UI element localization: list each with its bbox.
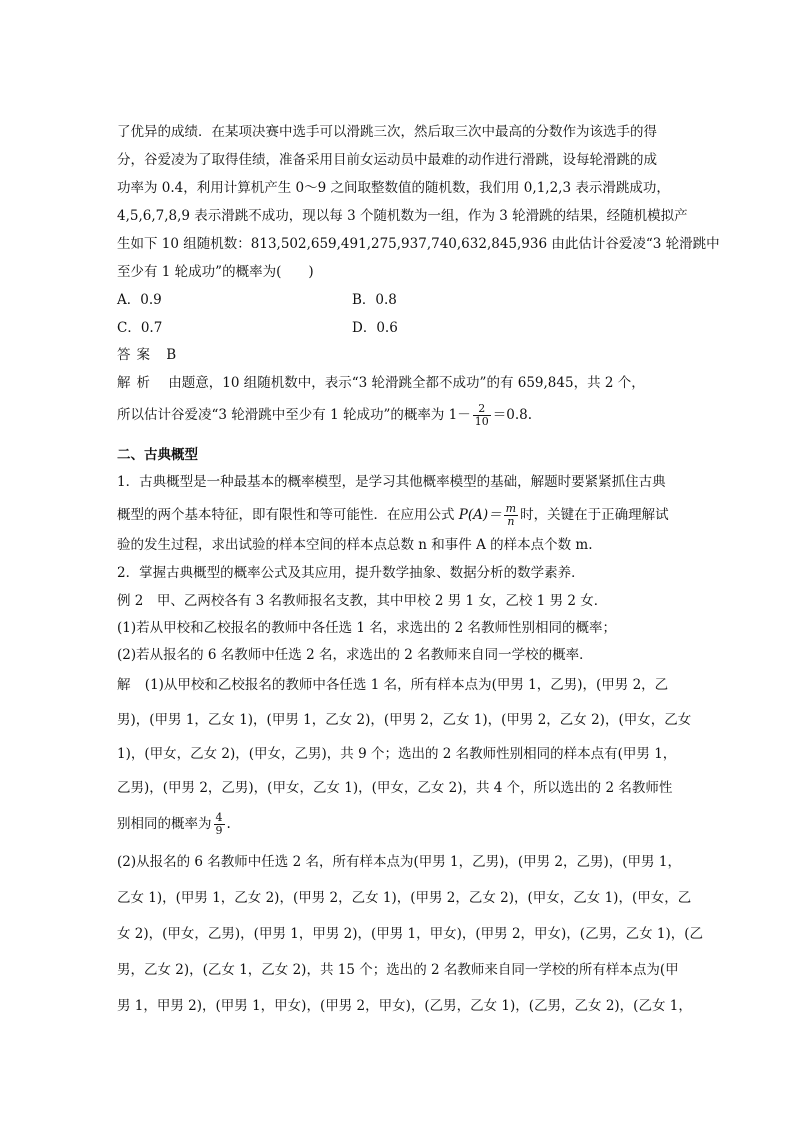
formula: P(A)＝ xyxy=(458,507,502,523)
answer-value: B xyxy=(166,347,177,363)
fraction-numerator: m xyxy=(505,502,517,515)
fraction xyxy=(504,503,518,528)
paragraph-line: 至少有 1 轮成功”的概率为( ) xyxy=(117,264,314,280)
solution-line: 男 1，甲男 2)，(甲男 1，甲女)，(甲男 2，甲女)，(乙男，乙女 1)，(乙男，乙女 2)，(乙女 1， xyxy=(117,998,692,1014)
solution-line: 乙男)，(甲男 2，乙男)，(甲女，乙女 1)，(甲女，乙女 2)，共 4 个，所以选出的 2 名教师性 xyxy=(117,780,673,796)
analysis-text: ＝0.8. xyxy=(492,407,533,423)
example-question-1: (1)若从甲校和乙校报名的教师中各任选 1 名，求选出的 2 名教师性别相同的概率； xyxy=(117,620,616,636)
option-b: B．0.8 xyxy=(352,292,397,308)
analysis-text: 所以估计谷爱凌“3 轮滑跳中至少有 1 轮成功”的概率为 1－ xyxy=(117,407,471,423)
solution-text: 别相同的概率为 xyxy=(117,816,212,832)
solution-label: 解 xyxy=(117,677,131,693)
example-question-2: (2)若从报名的 6 名教师中任选 2 名，求选出的 2 名教师来自同一学校的概率． xyxy=(117,647,593,663)
analysis-line-2 xyxy=(117,403,532,428)
fraction-denominator: 10 xyxy=(474,415,489,428)
solution-line: 男，乙女 2)，(乙女 1，乙女 2)，共 15 个；选出的 2 名教师来自同一学校的所有样本点为(甲 xyxy=(117,962,679,978)
option-d: D．0.6 xyxy=(352,320,398,336)
solution-line xyxy=(117,675,668,695)
option-a: A．0.9 xyxy=(117,292,162,308)
point1-text: 概型的两个基本特征，即有限性和等可能性．在应用公式 xyxy=(117,507,459,523)
paragraph-line: 了优异的成绩．在某项决赛中选手可以滑跳三次，然后取三次中最高的分数作为该选手的得 xyxy=(117,124,657,140)
solution-line: 1)，(甲女，乙女 2)，(甲女，乙男)，共 9 个；选出的 2 名教师性别相同的样本点有(甲男 1， xyxy=(117,746,677,762)
fraction xyxy=(214,812,225,837)
fraction-denominator: 9 xyxy=(215,824,223,837)
solution-line: 男)，(甲男 1，乙女 1)，(甲男 1，乙女 2)，(甲男 2，乙女 1)，(甲男 2，乙女 2)，(甲女，乙女 xyxy=(117,712,692,728)
fraction xyxy=(473,403,491,428)
solution-line: 乙女 1)，(甲男 1，乙女 2)，(甲男 2，乙女 1)，(甲男 2，乙女 2)，(甲女，乙女 1)，(甲女，乙 xyxy=(117,890,692,906)
point2-line: 2．掌握古典概型的概率公式及其应用，提升数学抽象、数据分析的数学素养． xyxy=(117,565,585,581)
paragraph-line: 4,5,6,7,8,9 表示滑跳不成功，现以每 3 个随机数为一组，作为 3 轮滑跳的结果，经随机模拟产 xyxy=(117,208,688,224)
answer-line xyxy=(117,345,176,365)
point1-line-2 xyxy=(117,503,669,528)
paragraph-line: 分，谷爱凌为了取得佳绩，准备采用目前女运动员中最难的动作进行滑跳，设每轮滑跳的成 xyxy=(117,152,657,168)
fraction-denominator: n xyxy=(507,515,515,528)
solution-line: 女 2)，(甲女，乙男)，(甲男 1，甲男 2)，(甲男 1，甲女)，(甲男 2，甲女)，(乙男，乙女 1)，(乙 xyxy=(117,926,703,942)
analysis-text: 由题意，10 组随机数中，表示“3 轮滑跳全都不成功”的有 659,845，共 2 个， xyxy=(168,375,645,391)
fraction-numerator: 4 xyxy=(215,811,223,824)
paragraph-line: 功率为 0.4，利用计算机产生 0～9 之间取整数值的随机数，我们用 0,1,2,3 表示滑跳成功， xyxy=(117,180,670,196)
analysis-label: 解析 xyxy=(117,375,156,391)
analysis-line xyxy=(117,373,645,393)
solution-text: (1)从甲校和乙校报名的教师中各任选 1 名，所有样本点为(甲男 1，乙男)，(甲男 2，乙 xyxy=(144,677,669,693)
point1-line: 1．古典概型是一种最基本的概率模型，是学习其他概率模型的基础，解题时要紧紧抓住古典 xyxy=(117,474,666,490)
solution-line-frac xyxy=(117,812,231,837)
point1-line: 验的发生过程，求出试验的样本空间的样本点总数 n 和事件 A 的样本点个数 m. xyxy=(117,537,593,553)
paragraph-line: 生如下 10 组随机数：813,502,659,491,275,937,740,632,845,936 由此估计谷爱凌“3 轮滑跳中 xyxy=(117,236,720,252)
solution-text: . xyxy=(226,816,231,832)
answer-label: 答案 xyxy=(117,347,156,363)
fraction-numerator: 2 xyxy=(473,403,491,416)
option-c: C．0.7 xyxy=(117,320,163,336)
point1-text: 时，关键在于正确理解试 xyxy=(520,507,669,523)
solution-line: (2)从报名的 6 名教师中任选 2 名，所有样本点为(甲男 1，乙男)，(甲男 2，乙男)，(甲男 1， xyxy=(117,854,681,870)
example-title: 例 2 甲、乙两校各有 3 名教师报名支教，其中甲校 2 男 1 女，乙校 1 男 2 女． xyxy=(117,593,608,609)
section-title: 二、古典概型 xyxy=(117,447,198,463)
